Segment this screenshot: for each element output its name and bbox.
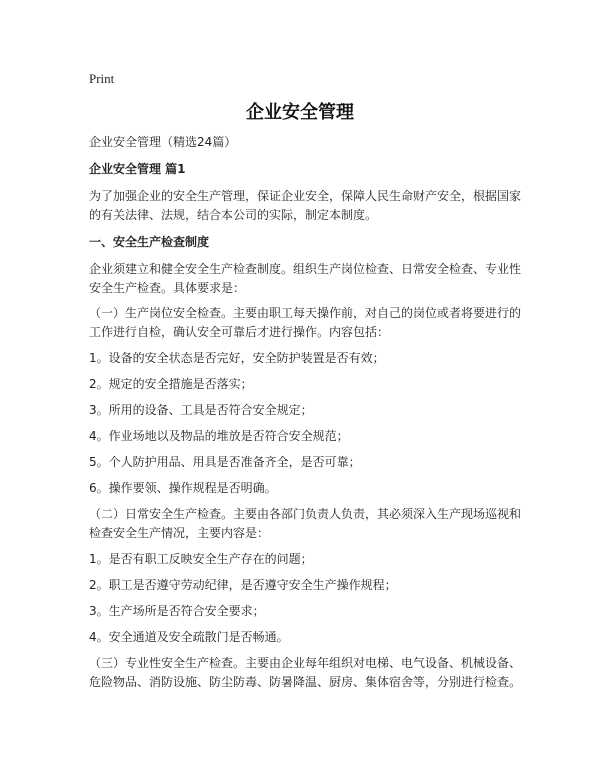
list-item: 1。是否有职工反映安全生产存在的问题； [89,552,313,566]
text-line: 为了加强企业的安全生产管理，保证企业安全，保障人民生命财产安全，根据国家 [89,189,522,203]
text-line: 工作进行自检，确认安全可靠后才进行操作。内容包括： [89,325,390,339]
text-line: 检查安全生产情况，主要内容是： [89,526,270,540]
list-item: 2。职工是否遵守劳动纪律，是否遵守安全生产操作规程； [89,578,397,592]
intro-paragraph [89,187,522,225]
list-item: 4。安全通道及安全疏散门是否畅通。 [89,630,289,644]
subsection-daily-inspection [89,505,522,543]
list-item: 3。生产场所是否符合安全要求； [89,604,265,618]
list-item: 6。操作要领、操作规程是否明确。 [89,481,277,495]
list-item: 5。个人防护用品、用具是否准备齐全，是否可靠； [89,455,361,469]
paragraph-requirements [89,260,522,298]
text-line: 企业须建立和健全安全生产检查制度。组织生产岗位检查、日常安全检查、专业性 [89,262,522,276]
text-line: （三）专业性安全生产检查。主要由企业每年组织对电梯、电气设备、机械设备、 [89,656,522,670]
subtitle: 企业安全管理（精选24篇） [89,135,237,149]
list-item: 2。规定的安全措施是否落实； [89,377,253,391]
subsection-post-inspection [89,304,522,342]
print-label[interactable]: Print [89,71,115,86]
text-line: 危险物品、消防设施、防尘防毒、防暑降温、厨房、集体宿舍等，分别进行检查。 [89,675,522,689]
document-body [89,133,522,692]
text-line: （二）日常安全生产检查。主要由各部门负责人负责，其必须深入生产现场巡视和 [89,507,522,521]
list-item: 4。作业场地以及物品的堆放是否符合安全规范； [89,429,349,443]
section-title: 企业安全管理 篇1 [89,162,186,176]
text-line: 的有关法律、法规，结合本公司的实际，制定本制度。 [89,208,378,222]
list-item: 3。所用的设备、工具是否符合安全规定； [89,403,313,417]
document-title: 企业安全管理 [246,102,354,123]
text-line: （一）生产岗位安全检查。主要由职工每天操作前，对自己的岗位或者将要进行的 [89,306,522,320]
subsection-professional-inspection [89,654,522,692]
heading-inspection-system: 一、安全生产检查制度 [89,235,210,249]
list-item: 1。设备的安全状态是否完好，安全防护装置是否有效； [89,351,385,365]
text-line: 安全生产检查。具体要求是： [89,281,246,295]
